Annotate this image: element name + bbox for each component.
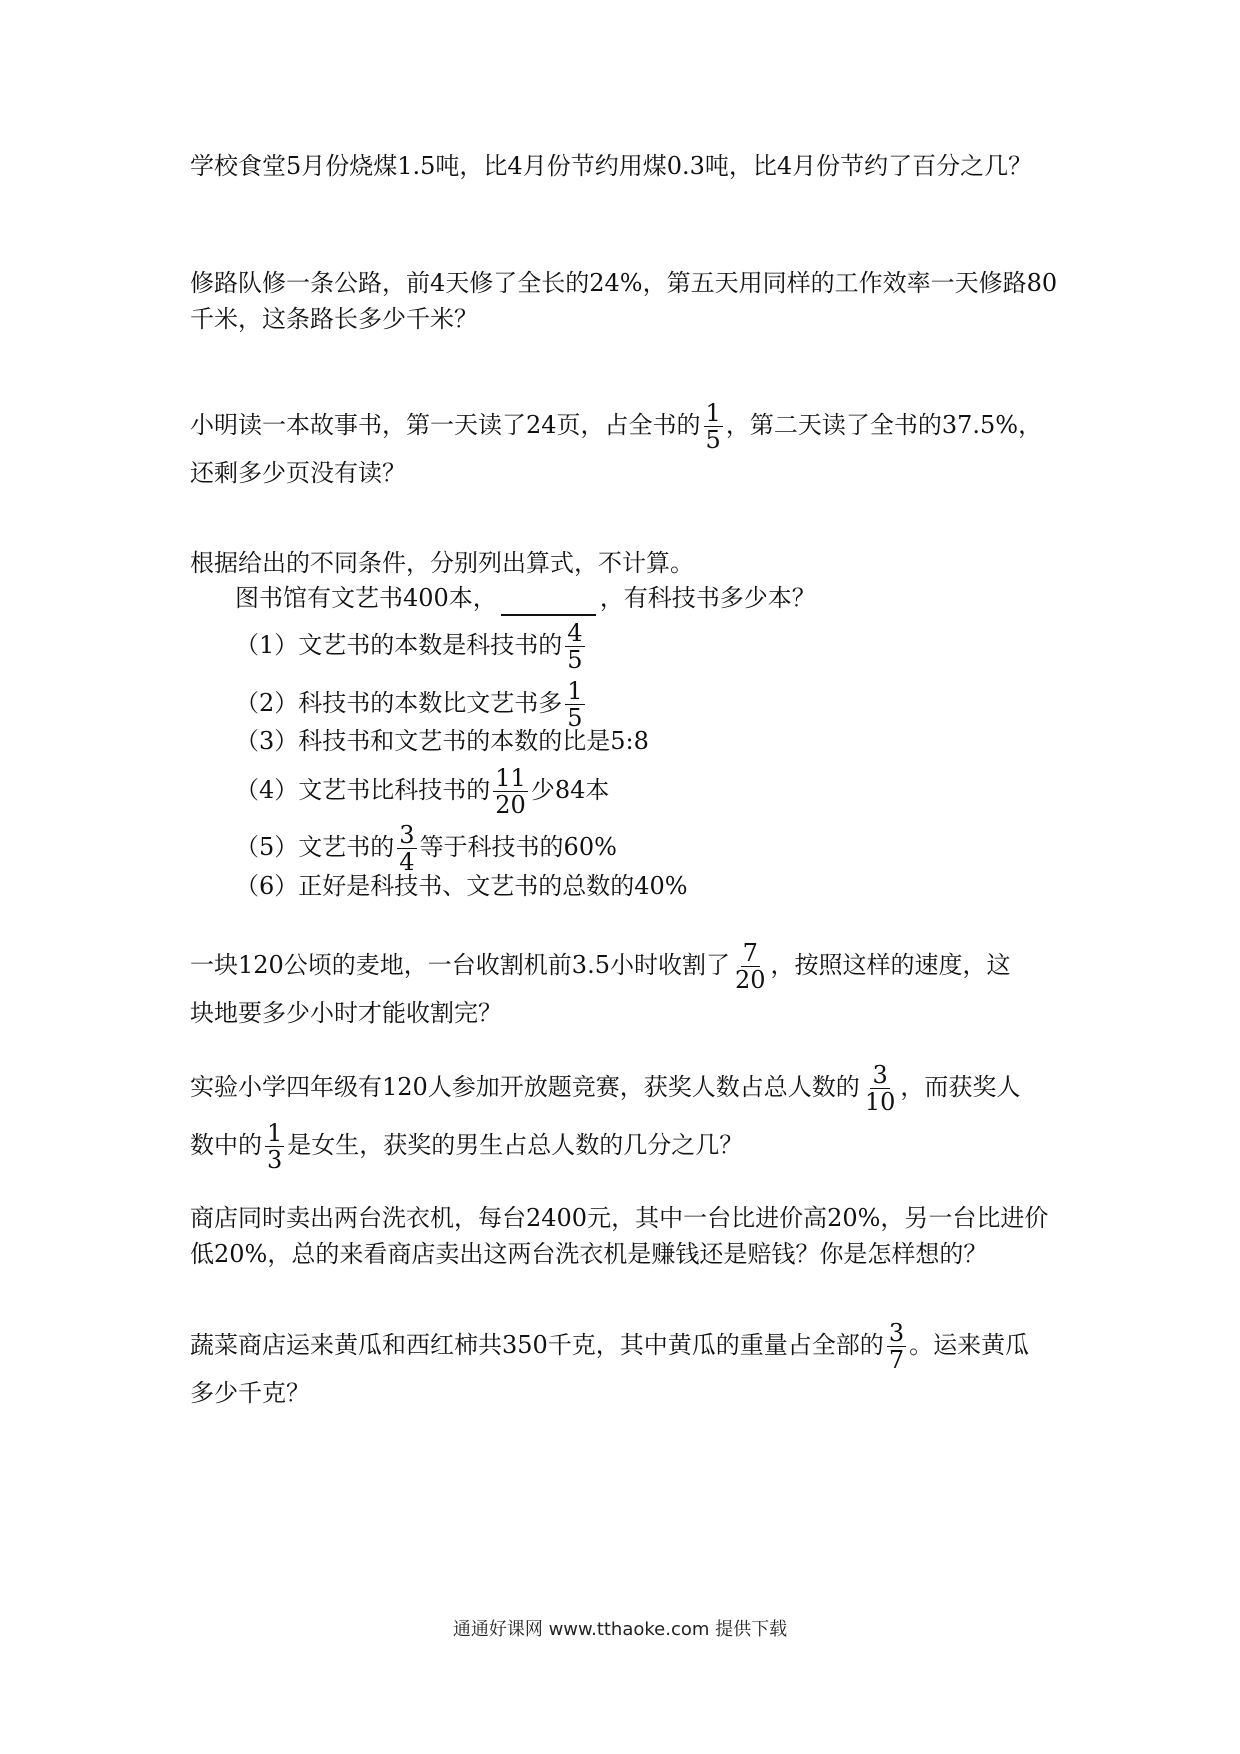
problem-4-stem: 图书馆有文艺书400本， ，有科技书多少本？ (235, 580, 816, 616)
fraction: $\frac{1}{3}$ (267, 1119, 283, 1174)
fraction: $\frac{1}{5}$ (567, 677, 583, 732)
condition-3: （3）科技书和文艺书的本数的比是5:8 (235, 727, 649, 755)
condition-1: （1）文艺书的本数是科技书的 $\frac{4}{5}$ (235, 619, 583, 674)
condition-2: （2）科技书的本数比文艺书多 $\frac{1}{5}$ (235, 677, 583, 732)
fraction: $\frac{11}{20}$ (495, 764, 526, 819)
footer: 通通好课网 www.tthaoke.com 提供下载 (452, 1619, 788, 1640)
fraction: $\frac{3}{10}$ (864, 1061, 896, 1116)
problem-3-text-a: 小明读一本故事书，第一天读了24页，占全书的 (190, 411, 701, 439)
problem-3-text-b: ，第二天读了全书的37.5%， (725, 411, 1043, 439)
condition-5: （5）文艺书的 $\frac{3}{4}$ 等于科技书的60% (235, 821, 617, 876)
fraction: $\frac{7}{20}$ (734, 939, 766, 994)
problem-2: 修路队修一条公路，前4天修了全长的24%，第五天用同样的工作效率一天修路80千米，这条路长多少千米？ (190, 269, 1058, 333)
fraction: $\frac{4}{5}$ (567, 619, 583, 674)
fraction: $\frac{3}{4}$ (399, 821, 415, 876)
condition-6: （6）正好是科技书、文艺书的总数的40% (235, 872, 688, 900)
problem-1: 学校食堂5月份烧煤1.5吨，比4月份节约用煤0.3吨，比4月份节约了百分之几？ (190, 152, 1033, 180)
problem-7: 商店同时卖出两台洗衣机，每台2400元，其中一台比进价高20%，另一台比进价低20%，总的来看商店卖出这两台洗衣机是赚钱还是赔钱？你是怎样想的？ (190, 1204, 1049, 1268)
problem-3-text-c: 还剩多少页没有读？ (190, 459, 406, 487)
fraction: $\frac{3}{7}$ (888, 1319, 905, 1374)
condition-4: （4）文艺书比科技书的 $\frac{11}{20}$ 少84本 (235, 764, 610, 819)
document-page: 学校食堂5月份烧煤1.5吨，比4月份节约用煤0.3吨，比4月份节约了百分之几？ 修路队修一条公路，前4天修了全长的24%，第五天用同样的工作效率一天修路80千米，这条路长多少千米？ 小明读一本故事书，第一天读了24页，占全书的 $\frac{1}{5}$ ，第二天读了全书的37.5%， 还剩多少页没有读？ 根据给出的不同条件，分别列出算式，不计算。 图书馆有文艺书400本， ，有科技书多少本？ （1）文艺书的本数是科技书的 $\frac{4}{5}$ （2）科技书的本数比文艺书多 $\frac{1}{5}$ （3）科技书和文艺书的本数的比是5:8 （4）文艺书比科技书的 $\frac{11}{20}$ 少84本 （5）文艺书的 $\frac{3}{4}$ 等于科技书的60% （6）正好是科技书、文艺书的总数的40% 一块120公顷的麦地，一台收割机前3.5小时收割了 $\frac{7}{20}$ ，按照这样的速度，这 块地要多少小时才能收割完？ 实验小学四年级有120人参加开放题竞赛，获奖人数占总人数的 $\frac{3}{10}$ ，而获奖人 数中的 $\frac{1}{3}$ 是女生，获奖的男生占总人数的几分之几？ 商店同时卖出两台洗衣机，每台2400元，其中一台比进价高20%，另一台比进价低20%，总的来看商店卖出这两台洗衣机是赚钱还是赔钱？你是怎样想的？ 蔬菜商店运来黄瓜和西红柿共350千克，其中黄瓜的重量占全部的 $\frac{3}{7}$ 。运来黄瓜 多少千克？ 通通好课网 www.tthaoke.com 提供下载 (0, 0, 1240, 1754)
answer-blank (501, 590, 596, 616)
fraction: $\frac{1}{5}$ (705, 399, 721, 454)
problem-4-intro: 根据给出的不同条件，分别列出算式，不计算。 (190, 549, 694, 577)
